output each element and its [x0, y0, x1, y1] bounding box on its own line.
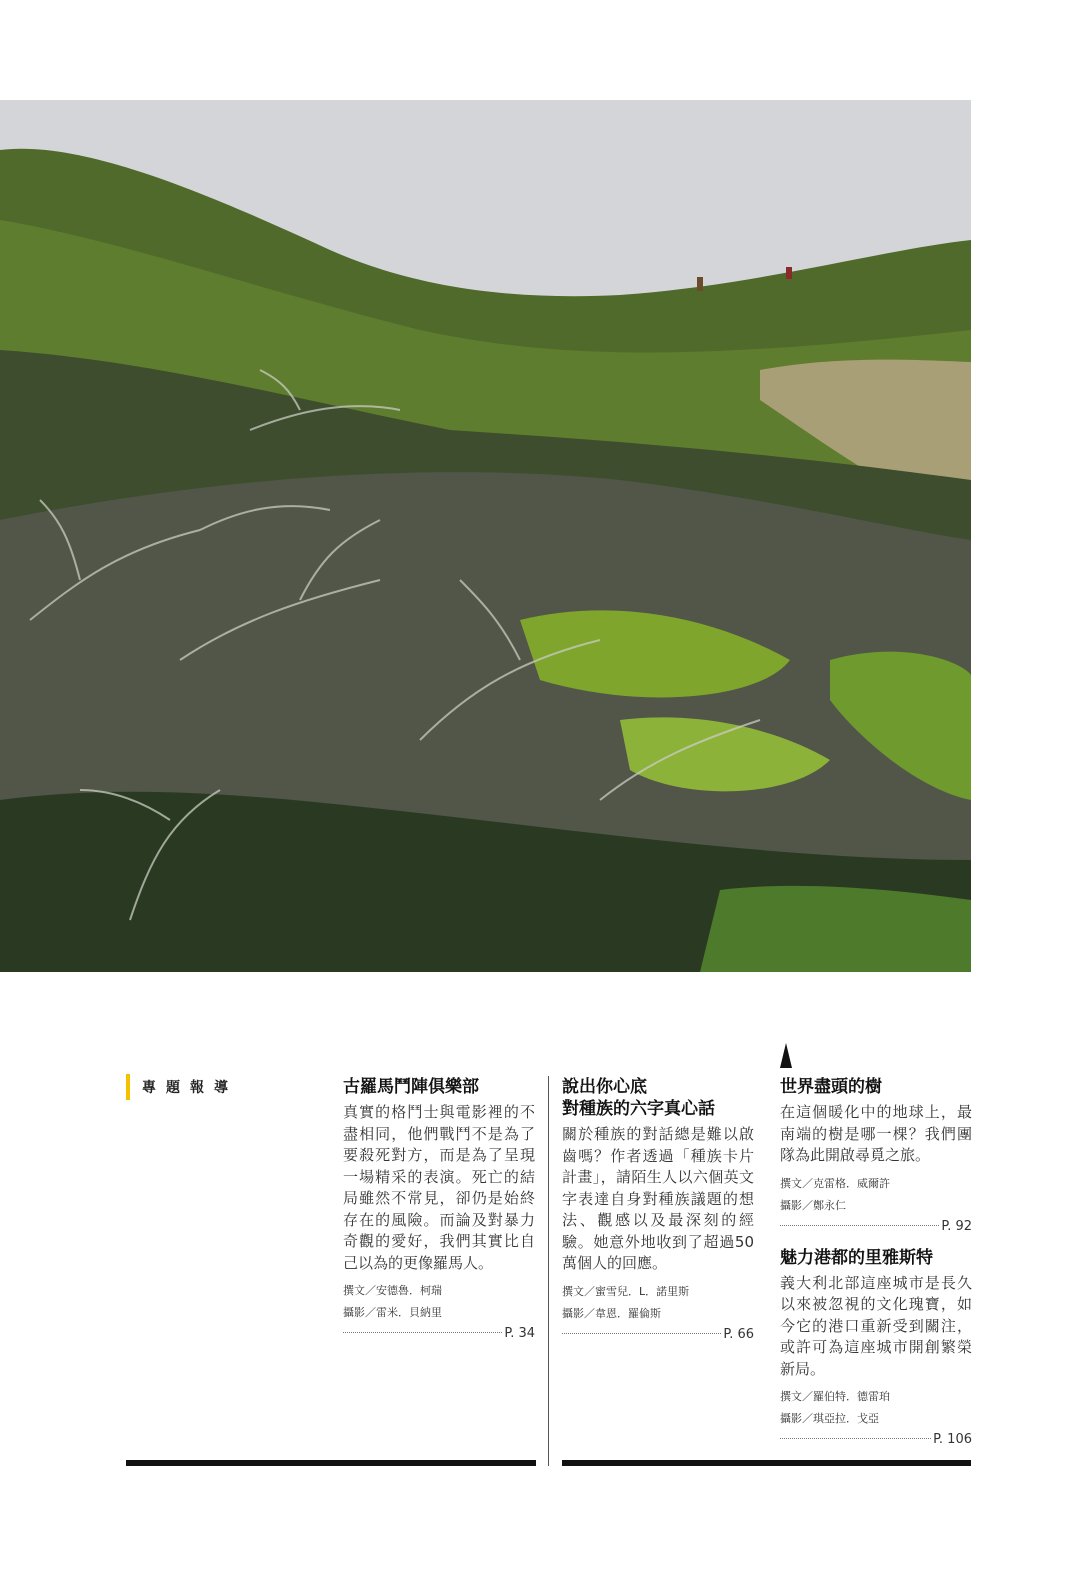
article-photographer: 攝影／琪亞拉．戈亞 — [780, 1412, 879, 1425]
article-summary: 關於種族的對話總是難以啟齒嗎？作者透過「種族卡片計畫」，請陌生人以六個英文字表達自身對種族議題的想法、觀感以及最深刻的經驗。她意外地收到了超過50萬個人的回應。 — [562, 1125, 754, 1272]
article-race-cards — [562, 1076, 754, 1347]
article-page-ref[interactable] — [343, 1326, 535, 1346]
leader-dots — [562, 1333, 721, 1334]
article-title[interactable]: 世界盡頭的樹 — [780, 1077, 882, 1097]
article-page-ref[interactable] — [780, 1219, 972, 1239]
article-title-line1: 說出你心底 — [562, 1077, 647, 1097]
hero-photo — [0, 100, 971, 972]
article-summary: 義大利北部這座城市是長久以來被忽視的文化瑰寶，如今它的港口重新受到關注，或許可為這座城市開創繁榮新局。 — [780, 1273, 972, 1378]
triangle-marker-icon — [780, 1043, 792, 1068]
leader-dots — [780, 1225, 939, 1226]
page-number: P. 106 — [933, 1432, 972, 1447]
bottom-rule-right — [562, 1460, 971, 1466]
bottom-rule-left — [126, 1460, 536, 1466]
article-photographer: 攝影／韋恩．羅倫斯 — [562, 1306, 661, 1320]
windswept-trees-hillside-image — [0, 100, 971, 972]
leader-dots — [343, 1332, 502, 1333]
article-photographer: 攝影／雷米．貝納里 — [343, 1306, 442, 1319]
section-label-text: 專題報導 — [142, 1080, 238, 1096]
page-number: P. 34 — [504, 1326, 535, 1341]
article-writer: 撰文／蜜雪兒．L．諾里斯 — [562, 1284, 690, 1298]
article-page-ref[interactable] — [780, 1432, 972, 1452]
article-gladiator — [343, 1076, 535, 1346]
article-writer: 撰文／羅伯特．德雷珀 — [780, 1390, 890, 1403]
article-title[interactable] — [562, 1076, 754, 1120]
article-writer: 撰文／安德魯．柯瑞 — [343, 1284, 442, 1297]
column-divider — [548, 1076, 549, 1466]
article-title[interactable]: 古羅馬鬥陣俱樂部 — [343, 1077, 479, 1097]
article-tree-and-trieste — [780, 1076, 972, 1452]
article-photographer: 攝影／鄭永仁 — [780, 1198, 846, 1212]
leader-dots — [780, 1438, 931, 1439]
article-title[interactable]: 魅力港都的里雅斯特 — [780, 1247, 933, 1268]
article-writer: 撰文／克雷格．威爾許 — [780, 1176, 890, 1190]
article-summary: 真實的格鬥士與電影裡的不盡相同，他們戰鬥不是為了要殺死對方，而是為了呈現一場精采的表演。死亡的結局雖然不常見，卻仍是始終存在的風險。而論及對暴力奇觀的愛好，我們其實比自己以為的更像羅馬人。 — [343, 1103, 535, 1272]
article-summary: 在這個暖化中的地球上，最南端的樹是哪一棵？我們團隊為此開啟尋覓之旅。 — [780, 1103, 972, 1164]
article-title-line2: 對種族的六字真心話 — [562, 1099, 715, 1119]
page-number: P. 92 — [941, 1218, 972, 1234]
section-label — [126, 1074, 238, 1100]
section-accent-bar — [126, 1074, 130, 1100]
page-number: P. 66 — [723, 1326, 754, 1342]
article-page-ref[interactable] — [562, 1327, 754, 1347]
